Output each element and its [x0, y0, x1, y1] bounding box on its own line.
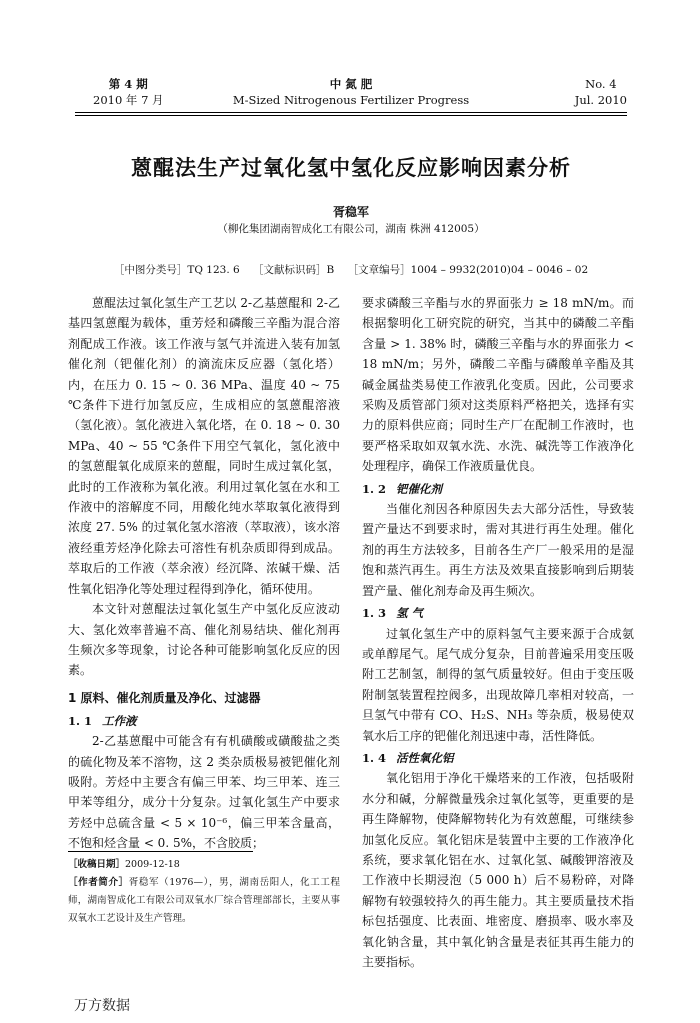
author-bio [68, 874, 340, 928]
received-date [68, 856, 340, 874]
section-1-2-title: 钯催化剂 [396, 481, 443, 496]
article-number: ［文章编号］1004 – 9932(2010)04 – 0046 – 02 [347, 264, 589, 276]
footnote [68, 856, 340, 928]
classification-line [75, 262, 627, 277]
issue-cn: 第 4 期 [108, 77, 148, 91]
section-1-3-number: 1. 3 [362, 606, 387, 621]
date-en: Jul. 2010 [574, 93, 627, 107]
section-1-1-title: 工作液 [102, 713, 137, 728]
section-1-heading: 1 原料、催化剂质量及净化、过滤器 [68, 690, 261, 705]
purpose-paragraph: 本文针对蒽醌法过氧化氢生产中氢化反应波动大、氢化效率普遍不高、催化剂易结块、催化剂再生频次多等现象，讨论各种可能影响氢化反应的因素。 [68, 602, 340, 678]
left-column [68, 293, 340, 854]
document-code: ［文献标识码］B [253, 264, 335, 276]
footnote-rule [68, 851, 253, 852]
working-fluid-paragraph: 2-乙基蒽醌中可能含有有机磺酸或磺酸盐之类的硫化物及苯不溶物，这 2 类杂质极易被钯催化剂吸附。芳烃中主要含有偏三甲苯、均三甲苯、连三甲苯等组分，成分十分复杂。过氧化氢生产中要求芳烃中总硫含量 < 5 × 10⁻⁶，偏三甲苯含量高，不饱和烃含量 < 0. 5%，不含胶质； [68, 734, 340, 851]
section-1-2-number: 1. 2 [362, 481, 387, 496]
section-1-3-heading [362, 603, 634, 623]
header-center [75, 76, 627, 108]
bio-text: 胥稳军（1976—），男，湖南岳阳人，化工工程师，湖南智成化工有限公司双氧水厂综合管理部部长，主要从事双氧水工艺设计及生产管理。 [68, 877, 340, 924]
section-1-2-heading [362, 479, 634, 499]
section-1-4-heading [362, 748, 634, 768]
article-author: 胥稳军 [332, 205, 369, 219]
section-1-4-title: 活性氧化铝 [396, 750, 454, 765]
header-rule-thick [75, 112, 627, 113]
catalyst-paragraph: 当催化剂因各种原因失去大部分活性，导致装置产量达不到要求时，需对其进行再生处理。催化剂的再生方法较多，目前各生产厂一般采用的是湿饱和蒸汽再生。再生方法及效果直接影响到后期装置产量、催化剂寿命及再生频次。 [362, 502, 634, 598]
intro-paragraph: 蒽醌法过氧化氢生产工艺以 2-乙基蒽醌和 2-乙基四氢蒽醌为载体，重芳烃和磷酸三辛酯为混合溶剂配成工作液。该工作液与氢气并流进入装有加氢催化剂（钯催化剂）的滴流床反应器（氢化塔）内，在压力 0. 15 ~ 0. 36 MPa、温度 40 ~ 75 ℃条件下进行加氢反应，生成相应的氢蒽醌溶液（氢化液）。氢化液进入氧化塔，在 0. 18 ~ 0. 30 MPa、40 ~ 55 ℃条件下用空气氧化，氢化液中的氢蒽醌氧化成原来的蒽醌，同时生成过氧化氢，此时的工作液称为氧化液。利用过氧化氢在水和工作液中的溶解度不同，用酸化纯水萃取氧化液得到浓度 27. 5% 的过氧化氢水溶液（萃取液），该水溶液经重芳烃净化除去可溶性有机杂质即得到成品。萃取后的工作液（萃余液）经沉降、浓碱干燥、活性氧化铝净化等处理过程得到净化，循环使用。 [68, 296, 340, 596]
wanfang-watermark: 万方数据 [74, 998, 130, 1014]
interface-tension-paragraph: 要求磷酸三辛酯与水的界面张力 ≥ 18 mN/m。而根据黎明化工研究院的研究，当其中的磷酸二辛酯含量 > 1. 38% 时，磷酸三辛酯与水的界面张力 < 18 mN/m；另外，磷酸二辛酯与磷酸单辛酯及其碱金属盐类易使工作液乳化变质。因此，公司要求采购及质管部门须对这类原料严格把关，选择有实力的原料供应商；同时生产厂在配制工作液时，也要严格采取如双氧水洗、水洗、碱洗等工作液净化处理程序，确保工作液质量优良。 [362, 296, 634, 474]
author-affiliation: （柳化集团湖南智成化工有限公司，湖南 株洲 412005） [217, 223, 485, 235]
hydrogen-paragraph: 过氧化氢生产中的原料氢气主要来源于合成氨或单醇尾气。尾气成分复杂，目前普遍采用变压吸附工艺制氢，制得的氢气质量较好。但由于变压吸附制氢装置程控阀多，出现故障几率相对较高，一旦氢气中带有 CO、H₂S、NH₃ 等杂质，极易使双氧水后工序的钯催化剂迅速中毒，活性降低。 [362, 626, 634, 743]
right-column [362, 293, 634, 972]
received-label: ［收稿日期］ [68, 859, 126, 870]
section-1-1-number: 1. 1 [68, 713, 93, 728]
date-cn: 2010 年 7 月 [93, 93, 164, 107]
class-number: ［中图分类号］TQ 123. 6 [113, 264, 240, 276]
received-value: 2009-12-18 [125, 859, 180, 870]
journal-name-en: M-Sized Nitrogenous Fertilizer Progress [232, 93, 470, 107]
article-title: 蒽醌法生产过氧化氢中氢化反应影响因素分析 [131, 156, 571, 180]
header-right [575, 76, 627, 108]
section-1-3-title: 氢 气 [396, 606, 424, 621]
section-1-1-heading [68, 711, 340, 731]
bio-label: ［作者简介］ [68, 877, 129, 888]
journal-name-cn: 中 氮 肥 [329, 77, 373, 91]
alumina-paragraph: 氧化铝用于净化干燥塔来的工作液，包括吸附水分和碱，分解微量残余过氧化氢等，更重要的是再生降解物，使降解物转化为有效蒽醌，可继续参加氢化反应。氧化铝床是装置中主要的工作液净化系统，要求氧化铝在水、过氧化氢、碱酸钾溶液及工作液中长期浸泡（5 000 h）后不易粉碎，对降解物有较强较持久的再生能力。其主要质量技术指标包括强度、比表面、堆密度、磨损率、吸水率及氧化钠含量，其中氧化钠含量是表征其再生能力的主要指标。 [362, 771, 634, 969]
section-1-4-number: 1. 4 [362, 750, 387, 765]
issue-en: No. 4 [585, 77, 617, 91]
header-rule-thin [75, 115, 627, 116]
